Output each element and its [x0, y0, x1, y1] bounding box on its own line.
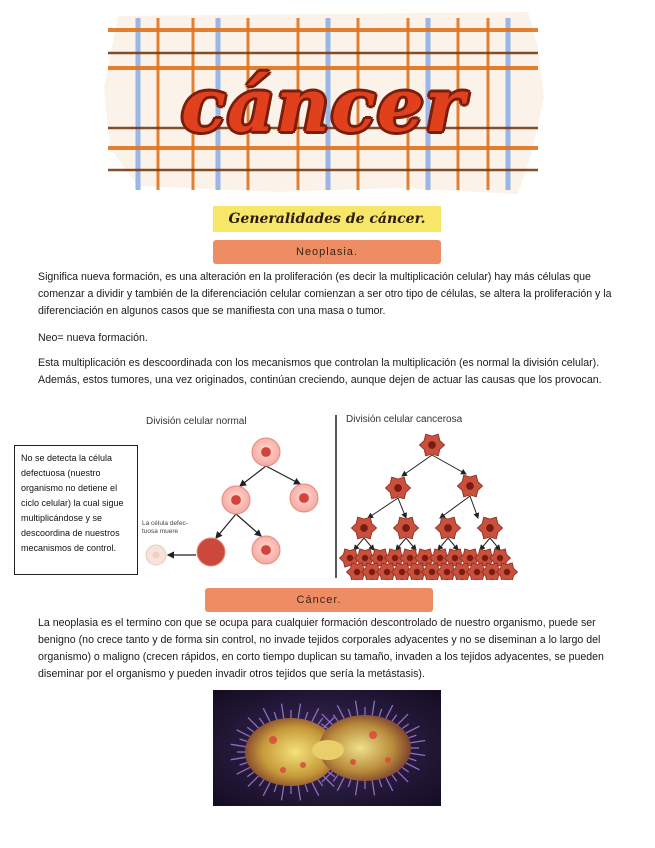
neoplasia-paragraph-1: Significa nueva formación, es una alteración en la proliferación (es decir la multiplicación celular) hay más células que comenzar a dividir y también de la diferenciación celular comienzan a ser otro tipo de células, se altera la proliferación y la diferenciación en algunos casos que se manifiesta con una masa o tumor. [38, 271, 612, 317]
cancer-cell-photo [213, 690, 441, 806]
normal-division-caption: División celular normal [146, 416, 247, 427]
note-box: No se detecta la célula defectuosa (nuestro organismo no detiene el ciclo celular) la cual sigue multiplicándose y se descoordina de nuestros mecanismos de control. [14, 445, 138, 575]
neoplasia-paragraph-2: Neo= nueva formación. [38, 332, 148, 344]
section-title: Generalidades de cáncer. [213, 206, 441, 232]
cancer-division-caption: División celular cancerosa [346, 414, 463, 425]
photo-illustration [213, 690, 441, 806]
page-title: cáncer [181, 63, 465, 149]
cell-diagram [136, 410, 518, 580]
cell-division-figure [136, 410, 518, 580]
cancer-heading: Cáncer. [205, 588, 433, 612]
dead-cell-label: La célula defec-tuosa muere [142, 520, 188, 535]
header-banner [98, 8, 548, 198]
cancer-paragraph: La neoplasia es el termino con que se ocupa para cualquier formación descontrolado de nuestro organismo, puede ser benigno (no crece tanto y de forma sin control, no invade tejidos corporales adyacentes y no se diseminan a lo largo del organismo) o maligno (crecen rápidos, en corto tiempo duplican su tamaño, invaden a los tejidos adyacentes, se pueden diseminar por el organismo y pueden invadir otros tejidos que sería la metástasis). [38, 617, 604, 680]
neoplasia-paragraph-3: Esta multiplicación es descoordinada con los mecanismos que controlan la multiplicación (es normal la división celular). Además, estos tumores, una vez originados, continúan creciendo, aunque dejen de actuar las causas que los provocan. [38, 357, 602, 386]
neoplasia-heading: Neoplasia. [213, 240, 441, 264]
